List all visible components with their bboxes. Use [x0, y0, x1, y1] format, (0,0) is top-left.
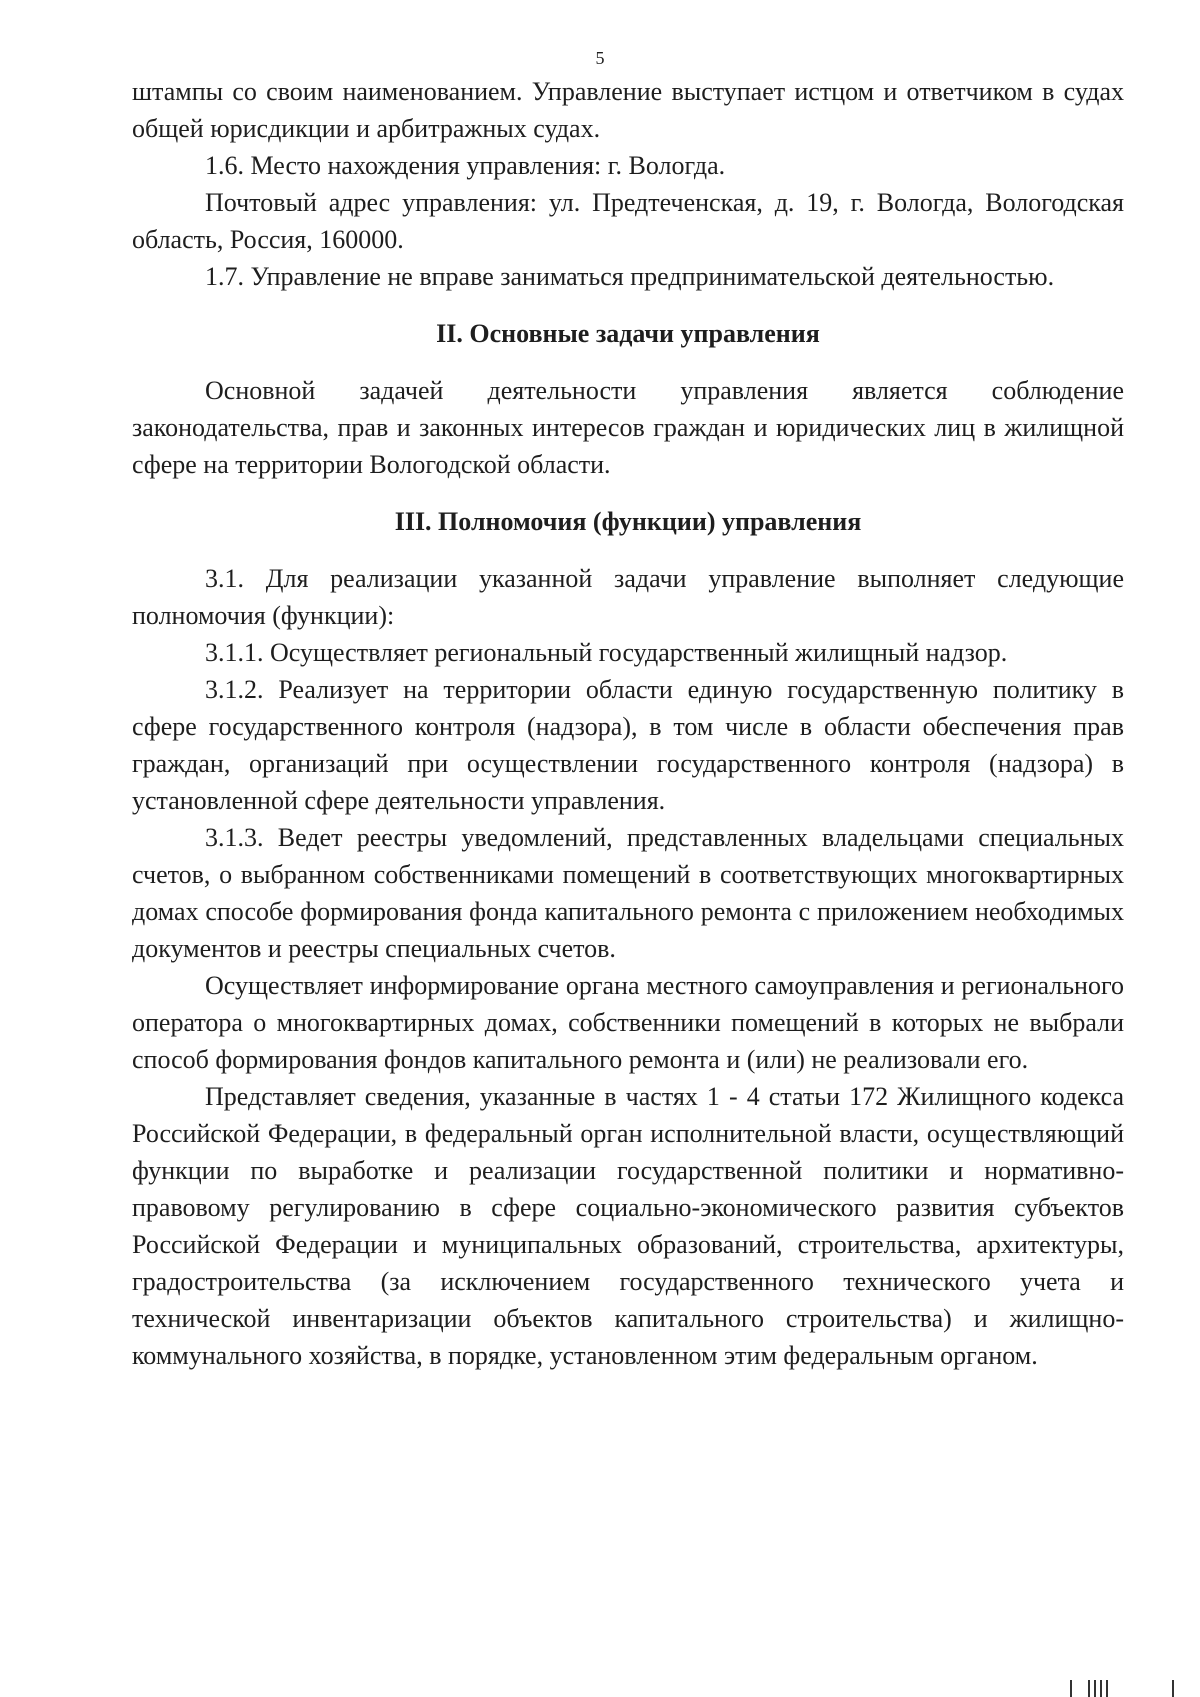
- section-3-heading: III. Полномочия (функции) управления: [394, 507, 862, 536]
- paragraph-informing: Осуществляет информирование органа местного самоуправления и регионального оператора о многоквартирных домах, собственники помещений в которых не выбрали способ формирования фондов капитального ремонта и (или) не реализовали его.: [132, 971, 1124, 1074]
- paragraph-no-business: 1.7. Управление не вправе заниматься предпринимательской деятельностью.: [205, 262, 1055, 291]
- paragraph-3-1-3: 3.1.3. Ведет реестры уведомлений, представленных владельцами специальных счетов, о выбранном собственниками помещений в соответствующих многоквартирных домах способе формирования фонда капитального ремонта с приложением необходимых документов и реестры специальных счетов.: [132, 823, 1124, 963]
- paragraph-reporting: Представляет сведения, указанные в частях 1 - 4 статьи 172 Жилищного кодекса Российской Федерации, в федеральный орган исполнительной власти, осуществляющий функции по выработке и реализации государственной политики и нормативно-правовому регулированию в сфере социально-экономического развития субъектов Российской Федерации и муниципальных образований, строительства, архитектуры, градостроительства (за исключением государственного технического учета и технической инвентаризации объектов капитального строительства) и жилищно-коммунального хозяйства, в порядке, установленном этим федеральным органом.: [132, 1082, 1124, 1370]
- scan-marks-decoration: [1060, 1680, 1180, 1697]
- section-2-heading: II. Основные задачи управления: [436, 319, 820, 348]
- paragraph-3-1: 3.1. Для реализации указанной задачи управление выполняет следующие полномочия (функции):: [132, 564, 1124, 630]
- paragraph-3-1-1: 3.1.1. Осуществляет региональный государственный жилищный надзор.: [205, 638, 1008, 667]
- paragraph-stamps: штампы со своим наименованием. Управление выступает истцом и ответчиком в судах общей юрисдикции и арбитражных судах.: [132, 77, 1124, 143]
- page-number: 5: [595, 48, 605, 68]
- document-body: [132, 73, 1124, 1374]
- paragraph-main-task: Основной задачей деятельности управления является соблюдение законодательства, прав и законных интересов граждан и юридических лиц в жилищной сфере на территории Вологодской области.: [132, 376, 1124, 479]
- paragraph-3-1-2: 3.1.2. Реализует на территории области единую государственную политику в сфере государственного контроля (надзора), в том числе в области обеспечения прав граждан, организаций при осуществлении государственного контроля (надзора) в установленной сфере деятельности управления.: [132, 675, 1124, 815]
- paragraph-postal-address: Почтовый адрес управления: ул. Предтеченская, д. 19, г. Вологда, Вологодская область, Россия, 160000.: [132, 188, 1124, 254]
- paragraph-location: 1.6. Место нахождения управления: г. Вологда.: [205, 151, 726, 180]
